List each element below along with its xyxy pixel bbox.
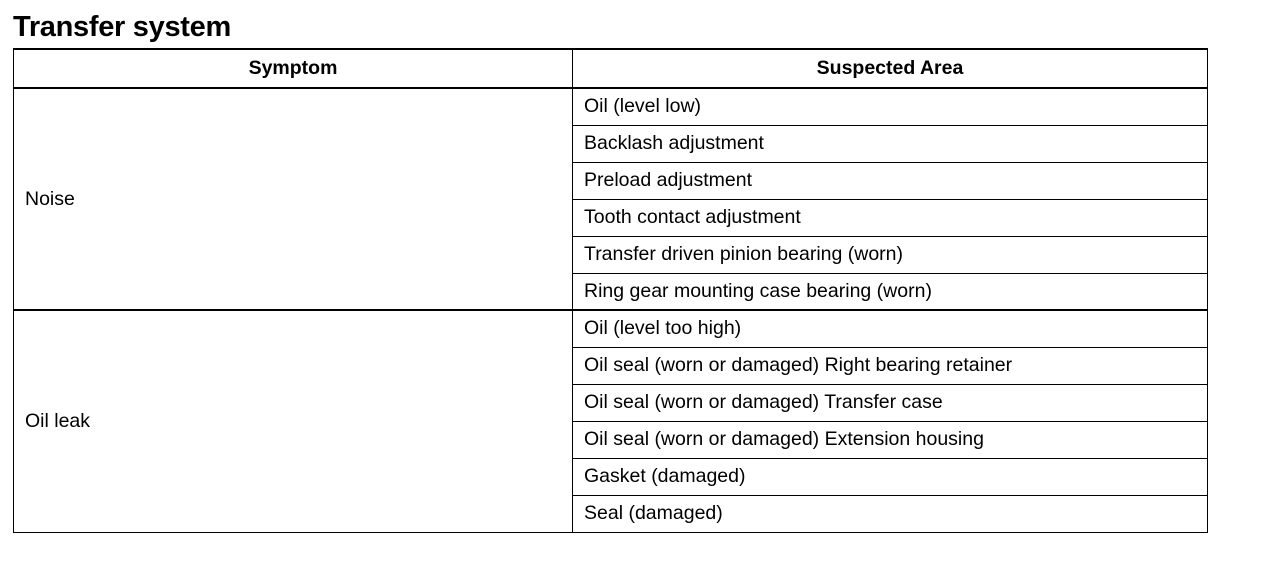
suspected-area-cell: Preload adjustment — [573, 162, 1208, 199]
suspected-area-cell: Backlash adjustment — [573, 125, 1208, 162]
troubleshooting-table — [13, 48, 1208, 533]
table-header-row — [14, 49, 1208, 88]
suspected-area-cell: Oil seal (worn or damaged) Extension housing — [573, 421, 1208, 458]
column-header-suspected-area: Suspected Area — [573, 49, 1208, 88]
suspected-area-cell: Oil seal (worn or damaged) Transfer case — [573, 384, 1208, 421]
suspected-area-cell: Ring gear mounting case bearing (worn) — [573, 273, 1208, 310]
symptom-cell: Noise — [14, 88, 573, 310]
table-row — [14, 88, 1208, 125]
suspected-area-cell: Transfer driven pinion bearing (worn) — [573, 236, 1208, 273]
symptom-cell: Oil leak — [14, 310, 573, 532]
suspected-area-cell: Seal (damaged) — [573, 495, 1208, 532]
suspected-area-cell: Gasket (damaged) — [573, 458, 1208, 495]
suspected-area-cell: Oil (level low) — [573, 88, 1208, 125]
suspected-area-cell: Oil seal (worn or damaged) Right bearing retainer — [573, 347, 1208, 384]
page-title: Transfer system — [13, 11, 231, 43]
suspected-area-cell: Oil (level too high) — [573, 310, 1208, 347]
table-row — [14, 310, 1208, 347]
suspected-area-cell: Tooth contact adjustment — [573, 199, 1208, 236]
column-header-symptom: Symptom — [14, 49, 573, 88]
